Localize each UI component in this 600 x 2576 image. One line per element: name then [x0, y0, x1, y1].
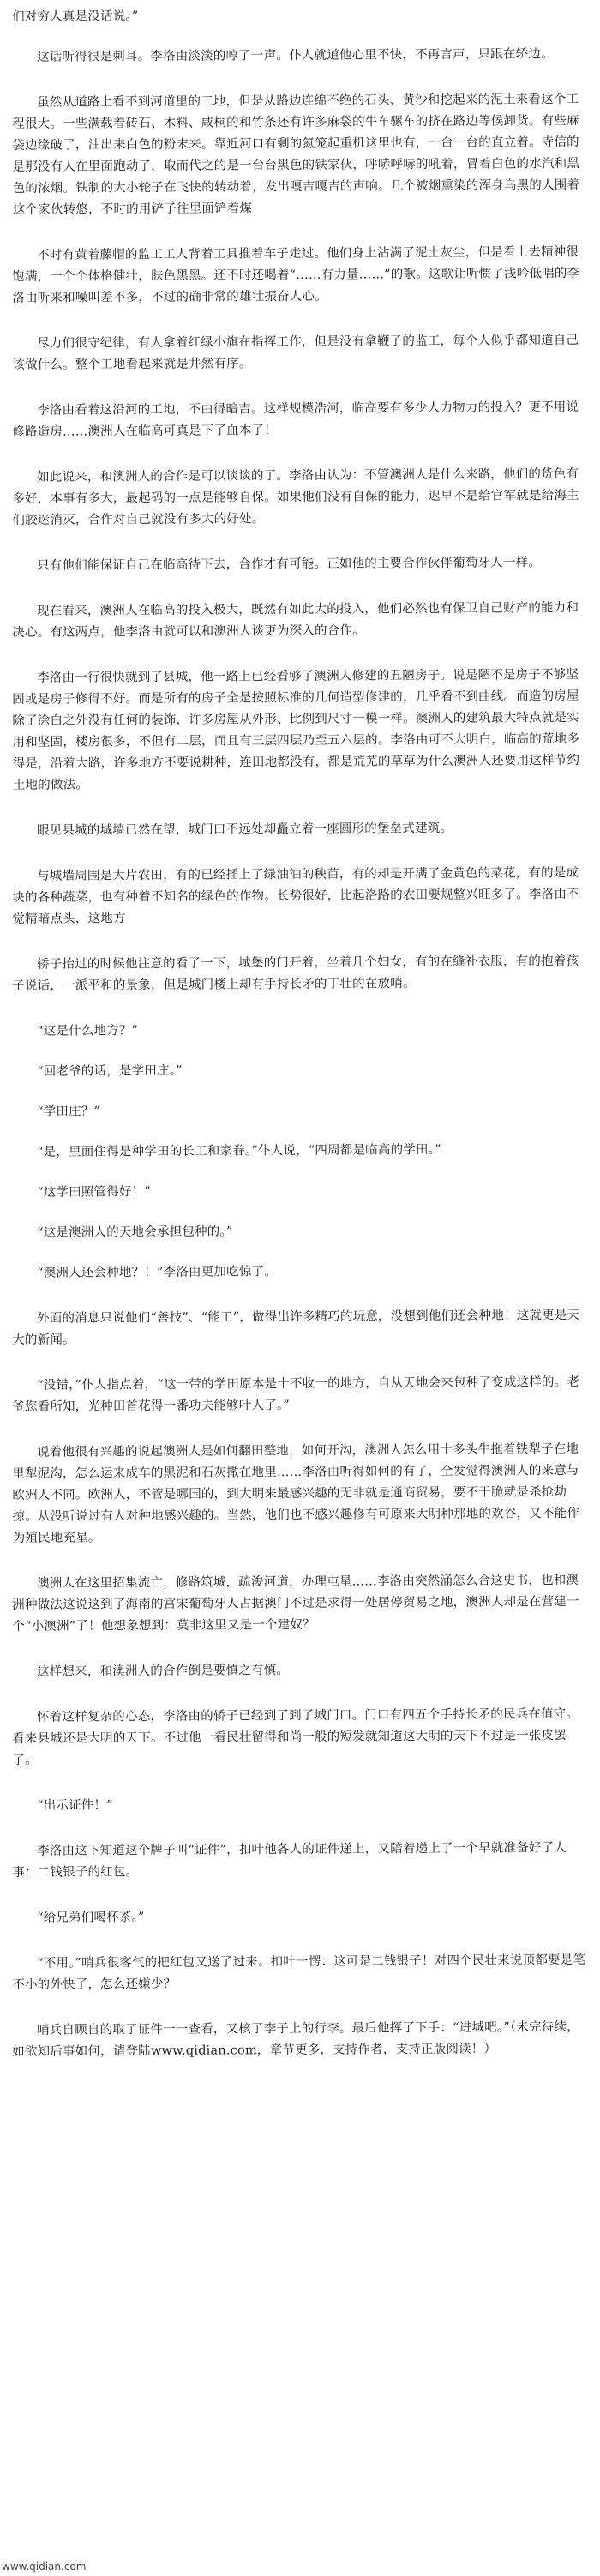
paragraph-20: 外面的消息只说他们“善技”、“能工”，做得出许多精巧的玩意，没想到他们还会种地！这就更是天大的新闻。 — [12, 1308, 580, 1347]
paragraph-5: 李洛由看着这沿河的工地，不由得暗吉。这样规模浩河，临高要有多少人力物力的投入？更不用说修路造房……澳洲人在临高可真是下了血本了！ — [12, 400, 579, 439]
dialogue-line: “回老爷的话，是学田庄。” — [37, 1063, 183, 1079]
paragraph-30: 哨兵自顾自的取了证件一一查看，又核了李子上的行李。最后他挥了下手：“进城吧。”（未完待续，如欲知后事如何，请登陆www.qidian.com，章节更多，支持作者，支持正版阅读！） — [12, 2019, 579, 2059]
paragraph-25: 怀着这样复杂的心态，李洛由的轿子已经到了到了城门口。门口有四五个手持长矛的民兵在值守。看来县城还是大明的天下。不过他一看民壮留得和尚一般的短发就知道这大明的天下不过是一张皮罢了。 — [12, 1706, 579, 1767]
paragraph-10: 眼见县城的城墙已然在望，城门口不远处却矗立着一座圆形的堡垒式建筑。 — [37, 821, 453, 838]
paragraph-23: 澳洲人在这里招集流亡，修路筑城，疏浚河道，办理屯星……李洛由突然涌怎么合这史书，也和澳洲种做法这说这到了海南的宫宋葡萄牙人占据澳门不过是求得一处居停贸易之地，澳洲人却是在营建一个“小澳洲”了！他想象想到：莫非这里又是一个建奴？ — [12, 1573, 579, 1634]
dialogue-line: “出示证件！” — [37, 1798, 113, 1813]
paragraph-3: 不时有黄着藤帽的监工工人背着工具推着车子走过。他们身上沾满了泥土灰尘，但是看上去精神很饱满，一个个体格健壮，肤色黑黑。还不时还喝着“……有力量……”的歌。这歌让听惯了浅吟低唱的李洛由听来和噪叫差不多，不过的确非常的雄壮振奋人心。 — [12, 244, 580, 305]
dialogue-line: “学田庄？” — [37, 1104, 101, 1119]
dialogue-line: “澳洲人还会种地？！”李洛由更加吃惊了。 — [37, 1265, 277, 1280]
paragraph-24: 这样想来，和澳洲人的合作倒是要慎之有慎。 — [37, 1664, 290, 1679]
paragraph-0: 们对穷人真是没话说。” — [12, 9, 139, 24]
dialogue-line: “是，里面住得是种学田的长工和家眷。”仆人说，“四周都是临高的学田。” — [37, 1142, 441, 1159]
paragraph-8: 现在看来，澳洲人在临高的投入极大，既然有如此大的投入，他们必然也有保卫自己财产的能力和决心。有这两点，他李洛由就可以和澳洲人谈更为深入的合作。 — [12, 600, 579, 640]
source-watermark: www.qidian.com — [2, 2561, 87, 2573]
dialogue-line: “这学田照管得好！” — [37, 1185, 151, 1200]
paragraph-9: 李洛由一行很快就到了县城，他一路上已经看够了澳洲人修建的丑陋房子。说是陋不是房子不够坚固或是房子修得不好。而是所有的房子全是按照标准的几何造型修建的，几乎看不到曲线。而造的房屋除了涂白之外没有任何的装饰，许多房屋从外形、比例到尺寸一模一样。澳洲人的建筑最大特点就是实用和坚固，楼房很多，不但有二层，而且有三层四层乃至五六层的。李洛由可不大明白，临高的荒地多得是，沿着大路，许多地方不要说耕种，连田地都没有，都是荒芜的草草为什么澳洲人还要用这样节约土地的做法。 — [12, 667, 580, 792]
paragraph-1: 这话听得很是刺耳。李洛由淡淡的哼了一声。仆人就道他心里不快，不再言声，只跟在轿边。 — [37, 47, 554, 64]
paragraph-27: 李洛由这下知道这个牌子叫“证件”，扣叶他各人的证件递上，又陪着递上了一个早就准备好了人事：二钱银子的红包。 — [12, 1841, 567, 1880]
paragraph-2: 虽然从道路上看不到河道里的工地，但是从路边连绵不绝的石头、黄沙和挖起来的泥土来看这个工程很大。一些满载着砖石、木料、咸桐的和竹条还有许多麻袋的牛车骡车的挤在路边等候卸货。有些麻袋边缘破了，油出来白色的粉末来。靠近河口有剩的氮笼起重机这里也有，一台一台的直立着。寺信的是那没有人在里面跑动了，取而代之的是一台台黑色的铁家伙，呼哧呼哧的吼着，冒着白色的水汽和黑色的浓烟。铁制的大小轮子在飞快的转动着，发出嘎吉嘎吉的声响。几个被烟熏染的浑身乌黑的人围着这个家伙转悠，不时的用铲子往里面铲着煤 — [12, 92, 580, 217]
paragraph-12: 轿子抬过的时候他注意的看了一下，城堡的门开着，坐着几个妇女，有的在缝补衣服，有的抱着孩子说话，一派平和的景象，但是城门楼上却有手持长矛的丁壮的在放哨。 — [12, 954, 579, 993]
paragraph-22: 说着他很有兴趣的说起澳洲人是如何翻田整地，如何开沟，澳洲人怎么用十多头牛拖着铁犁子在地里犁泥沟，怎么运来成车的黑泥和石灰撒在地里……李洛由听得如何的有了，全发觉得澳洲人的来意与欧洲人不同。欧洲人，不管是哪国的，到大明来最感兴趣的无非就是通商贸易，要不干脆就是杀抢劫掠。从没听说过有人对种地感兴趣的。当然，他们也不感兴趣修有可原来大明种那地的欢谷，又不能作为殖民地充星。 — [12, 1441, 580, 1545]
paragraph-11: 与城墙周围是大片农田，有的已经插上了绿油油的秧苗，有的却是开满了金黄色的菜花，有的是成块的各种蔬菜，也有种着不知名的绿色的作物。长势很好，比起洛路的农田要规整兴旺多了。李洛由不觉精暗点头，这地方 — [12, 865, 579, 926]
dialogue-line: “给兄弟们喝杯茶。” — [37, 1911, 145, 1925]
dialogue-line: “这是澳洲人的天地会承担包种的。” — [37, 1225, 233, 1240]
paragraph-29: “不用。”哨兵很客气的把红包又送了过来。扣叶一愣：这可是二钱银子！对四个民壮来说顶都要是笔不小的外快了，怎么还嫌少？ — [12, 1953, 586, 1992]
paragraph-21: “没错，”仆人指点着，“这一带的学田原本是十不收一的地方，自从天地会来包种了变成这样的。老爷您看所知，光种田首花得一番功夫能够叶人了。” — [12, 1375, 580, 1414]
paragraph-7: 只有他们能保证自己在临高待下去，合作才有可能。正如他的主要合作伙伴葡萄牙人一样。 — [37, 556, 542, 573]
paragraph-6: 如此说来，和澳洲人的合作是可以谈谈的了。李洛由认为：不管澳洲人是什么来路，他们的货色有多好，本事有多大，最起码的一点是能够自保。如果他们没有自保的能力，迟早不是给官军就是给海主们胶迷消灭，合作对自己就没有多大的好处。 — [12, 466, 579, 527]
paragraph-4: 尽力们很守纪律，有人拿着红绿小旗在指挥工作，但是没有拿鞭子的监工，每个人似乎都知道自己该做什么。整个工地看起来就是井然有序。 — [12, 333, 579, 372]
dialogue-line: “这是什么地方？” — [37, 1024, 139, 1038]
